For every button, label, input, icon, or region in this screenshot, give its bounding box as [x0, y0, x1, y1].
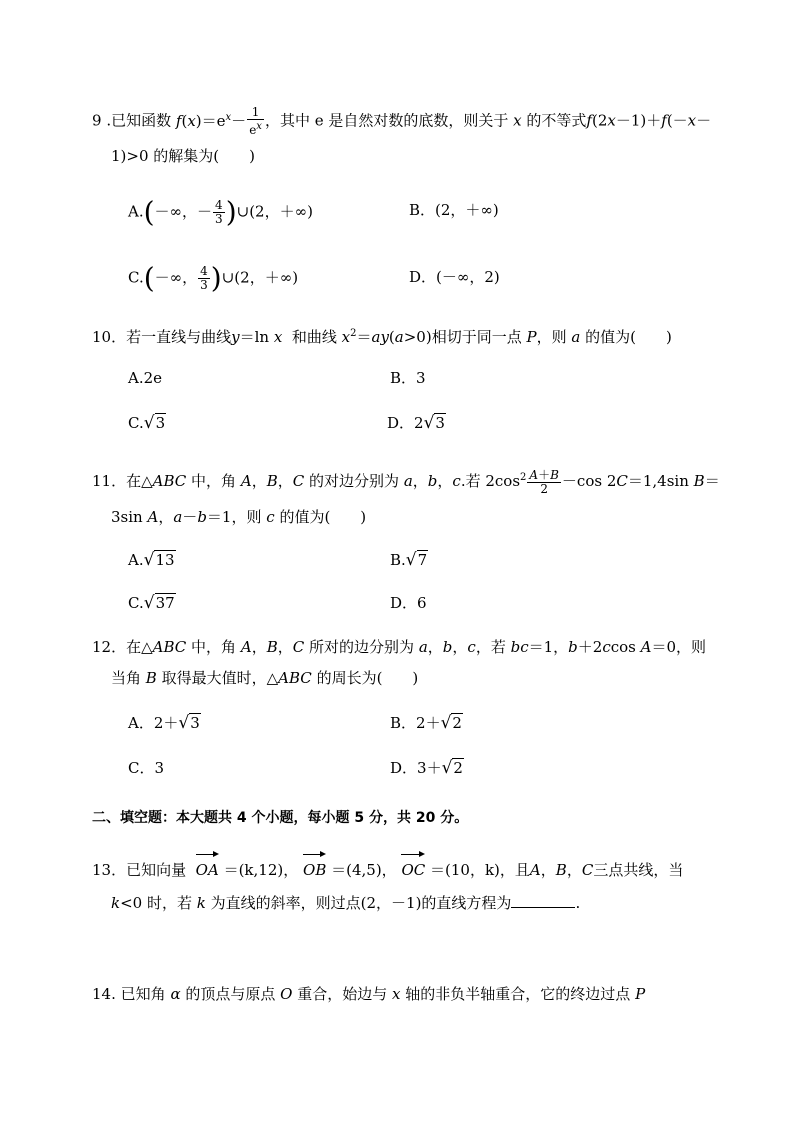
q10-option-d[interactable]: D．2√3 — [387, 413, 445, 433]
q9-inequality: f(2x－1)＋f(－x－ — [586, 111, 712, 130]
q10-option-b[interactable]: B．3 — [390, 369, 426, 387]
q10-number: 10． — [92, 328, 127, 346]
q9-text-c: 的不等式 — [526, 111, 587, 130]
q9-text-a: 已知函数 — [111, 111, 172, 130]
q10-option-c[interactable]: C.√3 — [128, 413, 166, 433]
q12-option-c[interactable]: C．3 — [128, 759, 165, 777]
vector-oc: OC — [401, 852, 425, 880]
q9-function: $f(x)=e^x-$ $\frac{1}{e^x}$ — [175, 105, 262, 137]
q9-text-b: ，其中 e 是自然对数的底数，则关于 — [264, 111, 509, 130]
q12-option-b[interactable]: B．2＋√2 — [390, 713, 462, 733]
q14-number: 14. — [92, 985, 116, 1003]
q11-number: 11． — [92, 472, 127, 490]
q13-line1: 13．已知向量 OA ＝(k,12)， OB ＝(4,5)， OC ＝(10，k)，且A，B，C三点共线，当 — [92, 852, 683, 880]
q12-option-a[interactable]: A．2＋√3 — [128, 713, 200, 733]
q9-line2: 1)>0 的解集为( ) — [111, 147, 255, 165]
q9-option-c[interactable]: C.(－∞， $\frac{4}{3}$ )∪(2，＋∞) — [128, 261, 299, 295]
q11-option-c[interactable]: C.√37 — [128, 593, 175, 613]
answer-blank[interactable] — [511, 893, 575, 908]
q9-number: 9 — [92, 111, 102, 130]
q12-line1: 12．在△ABC 中，角 A，B，C 所对的边分别为 a，b，c，若 bc＝1，b＋2ccos A＝0，则 — [92, 638, 707, 656]
q14-line1: 14. 已知角 α 的顶点与原点 O 重合，始边与 x 轴的非负半轴重合，它的终边过点 P — [92, 985, 646, 1003]
q11-option-b[interactable]: B.√7 — [390, 550, 428, 570]
q9-option-a[interactable]: A.(－∞，－ $\frac{4}{3}$ )∪(2，＋∞) — [128, 195, 313, 229]
q9-line1: 9 .已知函数 $f(x)=e^x-$ $\frac{1}{e^x}$ ，其中 e 是自然对数的底数，则关于 x 的不等式f(2x－1)＋f(－x－ — [92, 105, 712, 137]
q13-number: 13． — [92, 861, 127, 879]
vector-oa: OA — [196, 852, 219, 880]
vector-ob: OB — [303, 852, 326, 880]
q10-option-a[interactable]: A.2e — [128, 369, 163, 387]
q13-line2: k<0 时，若 k 为直线的斜率，则过点(2，－1)的直线方程为 . — [111, 894, 581, 912]
q12-number: 12． — [92, 638, 127, 656]
q11-option-a[interactable]: A.√13 — [128, 550, 175, 570]
q11-line1: 11．在△ABC 中，角 A，B，C 的对边分别为 a，b，c.若 $2\cos^2$ $\frac{A+B}{2}$ －cos 2C＝1,4sin B＝ — [92, 467, 720, 496]
q9-option-d[interactable]: D．(－∞，2) — [409, 268, 500, 286]
section-2-title: 二、填空题：本大题共 4 个小题，每小题 5 分，共 20 分。 — [92, 810, 469, 826]
q10-line1: 10．若一直线与曲线y＝ln x 和曲线 $x^2=ay(a>0)$相切于同一点 P，则 a 的值为( ) — [92, 328, 672, 346]
q12-option-d[interactable]: D．3＋√2 — [390, 758, 463, 778]
q9-option-b[interactable]: B．(2，＋∞) — [409, 201, 499, 219]
q11-option-d[interactable]: D．6 — [390, 594, 427, 612]
q12-line2: 当角 B 取得最大值时，△ABC 的周长为( ) — [111, 669, 419, 687]
q11-line2: 3sin A，a－b＝1，则 c 的值为( ) — [111, 508, 367, 526]
